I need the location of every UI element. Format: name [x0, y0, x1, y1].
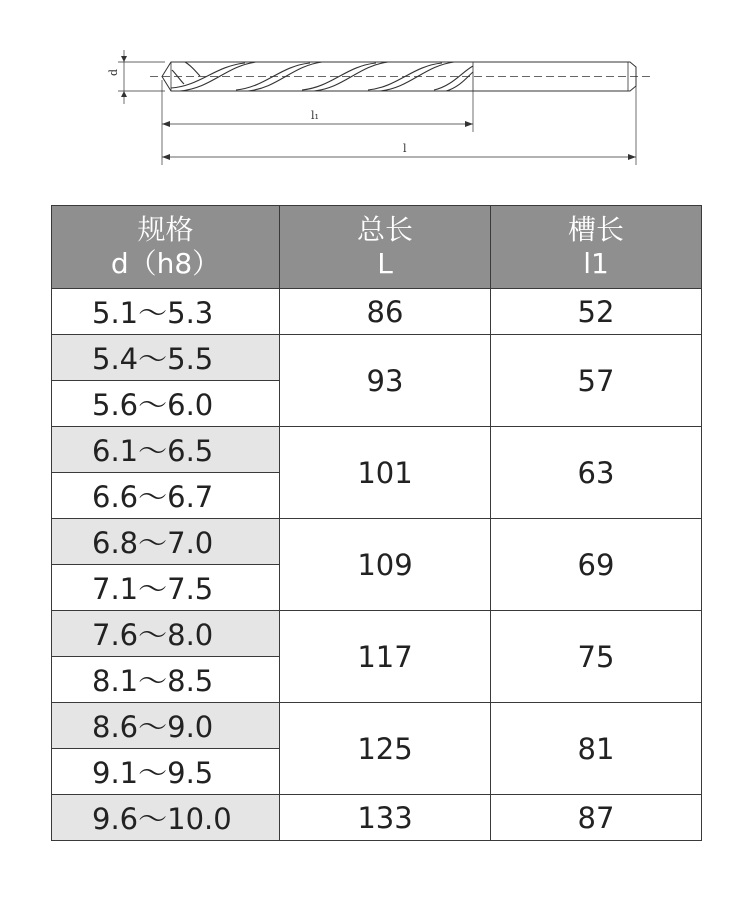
diameter-range-cell: 5.6～6.0: [52, 381, 280, 427]
header-spec-line1: 规格: [137, 213, 194, 246]
header-total-length: [280, 206, 491, 289]
diameter-range-cell: 8.6～9.0: [52, 703, 280, 749]
header-spec-line2: d（h8）: [110, 247, 221, 280]
total-length-cell: 109: [280, 519, 491, 611]
diameter-range-cell: 9.6～10.0: [52, 795, 280, 841]
total-length-cell: 101: [280, 427, 491, 519]
header-flute-length-line1: 槽长: [567, 213, 624, 246]
table-row: [52, 289, 702, 335]
flute-length-cell: 69: [491, 519, 702, 611]
header-total-length-line2: L: [377, 247, 393, 280]
diameter-range-cell: 6.6～6.7: [52, 473, 280, 519]
header-flute-length-line2: l1: [583, 247, 609, 280]
diameter-label: d: [107, 68, 120, 76]
total-length-cell: 93: [280, 335, 491, 427]
table-row: [52, 427, 702, 473]
total-length-cell: 125: [280, 703, 491, 795]
diameter-range-cell: 5.1～5.3: [52, 289, 280, 335]
header-flute-length: [491, 206, 702, 289]
total-length-label: l: [403, 142, 407, 155]
flute-length-cell: 75: [491, 611, 702, 703]
header-total-length-line1: 总长: [356, 213, 413, 246]
table-header-row: [52, 206, 702, 289]
table-row: [52, 335, 702, 381]
flute-length-cell: 87: [491, 795, 702, 841]
total-length-cell: 133: [280, 795, 491, 841]
total-length-cell: 86: [280, 289, 491, 335]
diameter-range-cell: 8.1～8.5: [52, 657, 280, 703]
flute-length-cell: 57: [491, 335, 702, 427]
diameter-range-cell: 5.4～5.5: [52, 335, 280, 381]
flute-length-cell: 81: [491, 703, 702, 795]
diameter-range-cell: 6.1～6.5: [52, 427, 280, 473]
drill-drawing: [0, 0, 750, 185]
table-row: [52, 795, 702, 841]
header-spec: [52, 206, 280, 289]
table-row: [52, 519, 702, 565]
diameter-range-cell: 7.1～7.5: [52, 565, 280, 611]
diameter-range-cell: 9.1～9.5: [52, 749, 280, 795]
flute-length-cell: 52: [491, 289, 702, 335]
flute-length-label: l₁: [311, 109, 319, 122]
table-row: [52, 611, 702, 657]
table-row: [52, 703, 702, 749]
spec-table: [51, 205, 702, 841]
diameter-range-cell: 7.6～8.0: [52, 611, 280, 657]
diameter-range-cell: 6.8～7.0: [52, 519, 280, 565]
total-length-cell: 117: [280, 611, 491, 703]
flute-length-cell: 63: [491, 427, 702, 519]
